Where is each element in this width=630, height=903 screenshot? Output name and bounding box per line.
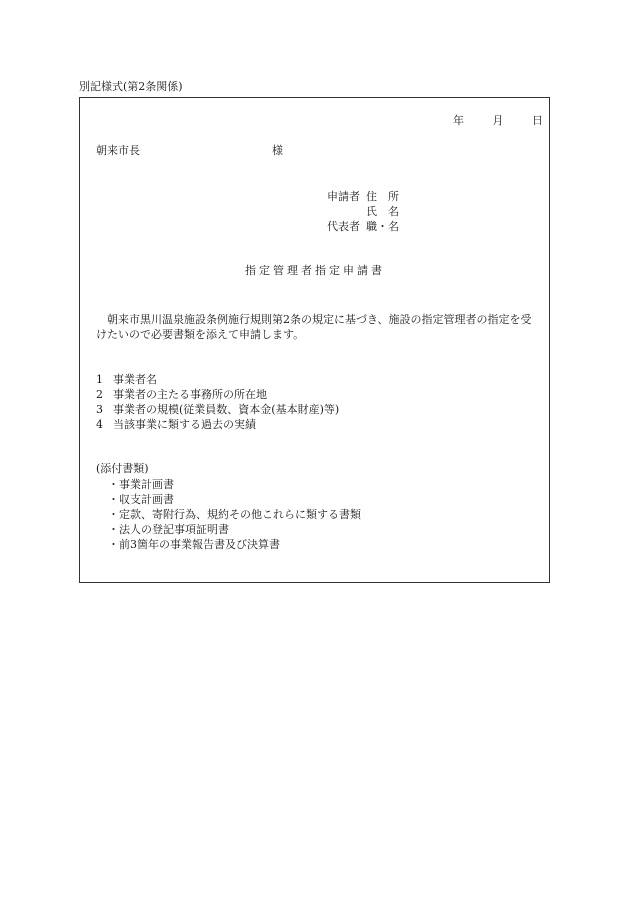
item-number: 2 (96, 388, 103, 401)
item-text: 当該事業に類する過去の実績 (113, 418, 256, 431)
item-text: 事業者の規模(従業員数、資本金(基本財産)等) (113, 403, 340, 416)
name-label: 氏 名 (366, 205, 399, 218)
addressee: 朝来市長 (96, 144, 140, 157)
date-year-label: 年 (453, 114, 464, 127)
attachment-item: ・前3箇年の事業報告書及び決算書 (108, 538, 280, 551)
list-item (96, 404, 339, 415)
title-name-label: 職・名 (366, 220, 399, 233)
date-day-label: 日 (532, 114, 543, 127)
date-month-label: 月 (492, 114, 504, 127)
attachment-item: ・事業計画書 (108, 478, 174, 491)
form-caption: 別記様式(第2条関係) (79, 80, 183, 93)
addressee-honorific: 様 (272, 144, 283, 157)
item-text: 事業者の主たる事務所の所在地 (113, 388, 267, 401)
list-item (96, 374, 157, 385)
attachment-item: ・収支計画書 (108, 493, 174, 506)
body-paragraph: 朝来市黒川温泉施設条例施行規則第2条の規定に基づき、施設の指定管理者の指定を受けたいので必要書類を添えて申請します。 (96, 313, 532, 341)
attachment-item: ・定款、寄附行為、規約その他これらに類する書類 (108, 508, 361, 521)
date-line (453, 115, 543, 126)
address-label: 住 所 (366, 190, 399, 203)
item-text: 事業者名 (113, 373, 157, 386)
item-number: 4 (96, 418, 103, 431)
list-item (96, 419, 256, 430)
item-number: 1 (96, 373, 103, 386)
applicant-address-row (320, 191, 399, 202)
applicant-name-row (320, 206, 399, 217)
item-number: 3 (96, 403, 103, 416)
representative-row (320, 221, 399, 232)
attachments-heading: (添付書類) (96, 462, 149, 475)
applicant-label: 申請者 (327, 190, 360, 203)
representative-label: 代表者 (327, 220, 360, 233)
list-item (96, 389, 267, 400)
attachment-item: ・法人の登記事項証明書 (108, 523, 229, 536)
document-title: 指定管理者指定申請書 (245, 264, 385, 277)
